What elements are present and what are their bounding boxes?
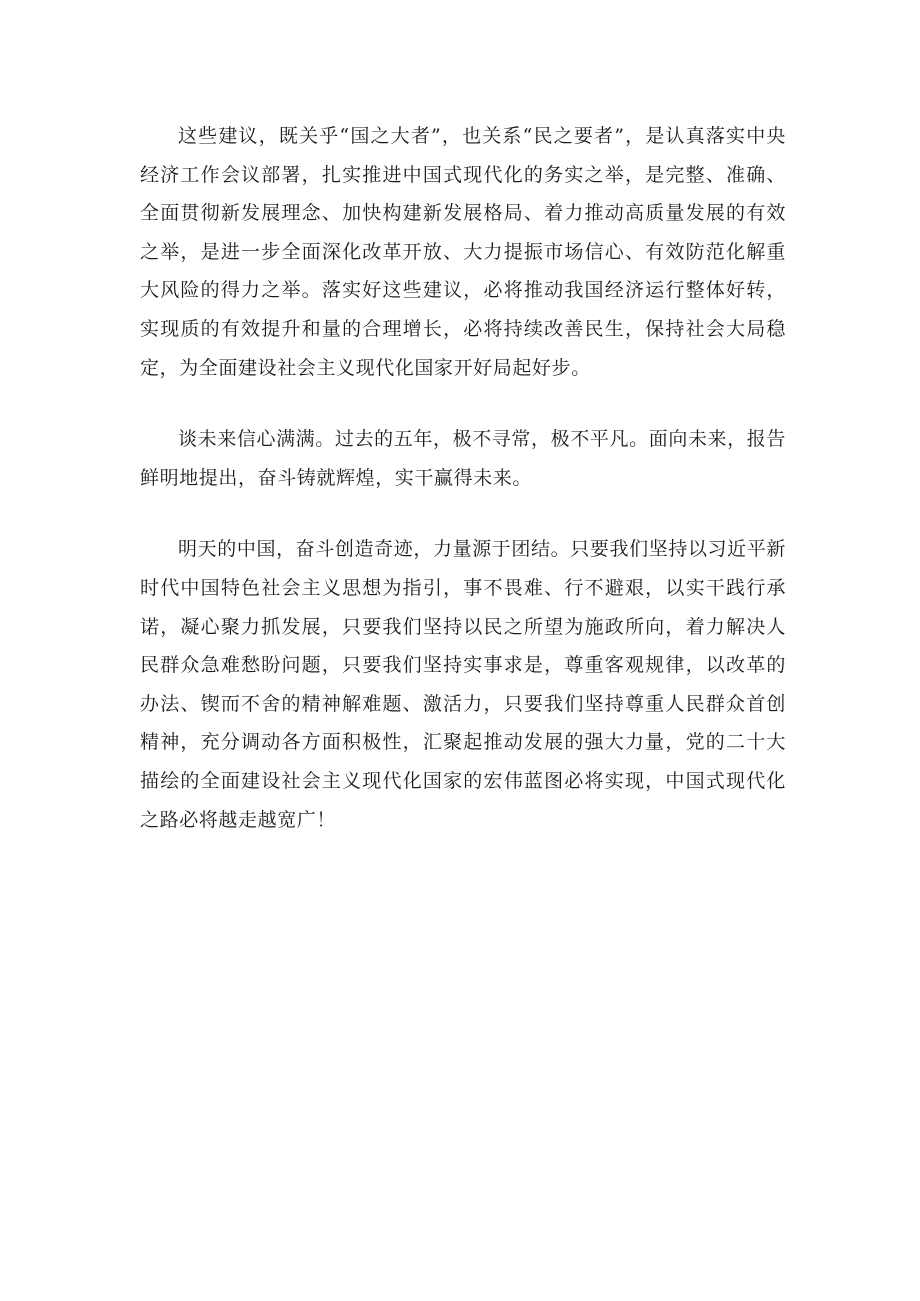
paragraph-tomorrow-china: 明天的中国，奋斗创造奇迹，力量源于团结。只要我们坚持以习近平新时代中国特色社会主义思想为指引，事不畏难、行不避艰，以实干践行承诺，凝心聚力抓发展，只要我们坚持以民之所望为施政所向，着力解决人民群众急难愁盼问题，只要我们坚持实事求是，尊重客观规律，以改革的办法、锲而不舍的精神解难题、激活力，只要我们坚持尊重人民群众首创精神，充分调动各方面积极性，汇聚起推动发展的强大力量，党的二十大描绘的全面建设社会主义现代化国家的宏伟蓝图必将实现，中国式现代化之路必将越走越宽广！	[140, 538, 786, 831]
paragraph-future-confidence: 谈未来信心满满。过去的五年，极不寻常，极不平凡。面向未来，报告鲜明地提出，奋斗铸就辉煌，实干赢得未来。	[140, 428, 786, 489]
paragraph-suggestions: 这些建议，既关乎“国之大者”，也关系“民之要者”，是认真落实中央经济工作会议部署，扎实推进中国式现代化的务实之举，是完整、准确、全面贯彻新发展理念、加快构建新发展格局、着力推动高质量发展的有效之举，是进一步全面深化改革开放、大力提振市场信心、有效防范化解重大风险的得力之举。落实好这些建议，必将推动我国经济运行整体好转，实现质的有效提升和量的合理增长，必将持续改善民生，保持社会大局稳定，为全面建设社会主义现代化国家开好局起好步。	[140, 125, 786, 379]
document-body	[140, 117, 786, 839]
